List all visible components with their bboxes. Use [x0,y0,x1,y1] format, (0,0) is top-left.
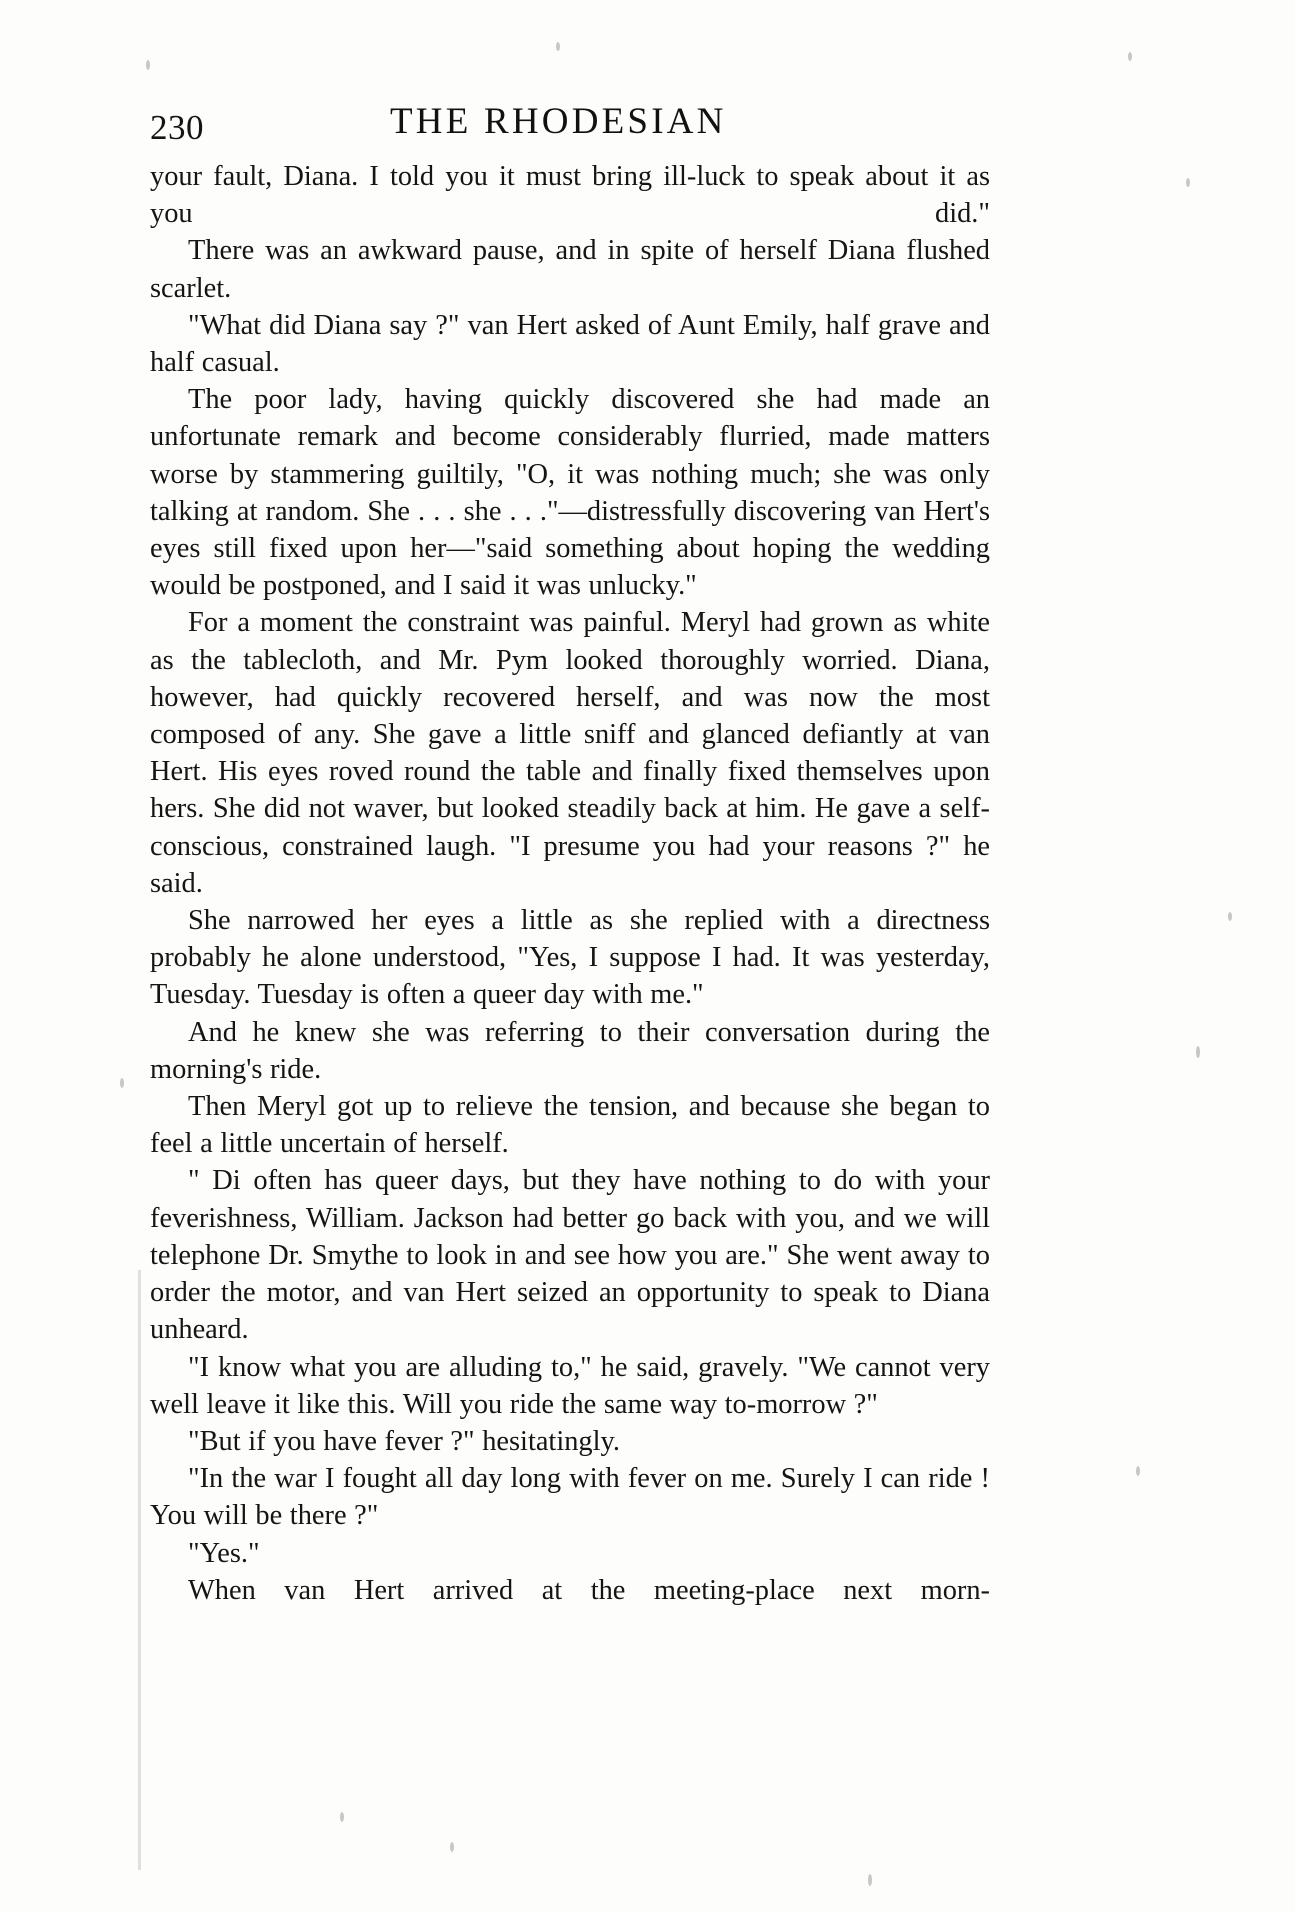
scan-speck [1186,178,1190,187]
paragraph: And he knew she was referring to their conversation during the morning's ride. [150,1016,990,1085]
paragraph: "Yes." [188,1537,260,1569]
paragraph: "I know what you are alluding to," he said, gravely. "We cannot very well leave it like this. Will you ride the same way to-morrow ?" [150,1351,990,1420]
scan-speck [1128,52,1132,61]
scan-speck [1196,1046,1200,1058]
paragraph: "In the war I fought all day long with fever on me. Surely I can ride ! You will be there ?" [150,1463,990,1532]
scan-edge-artifact [138,1270,141,1870]
paragraph: Then Meryl got up to relieve the tension, and because she began to feel a little uncertain of herself. [150,1091,990,1160]
paragraph: "But if you have fever ?" hesitatingly. [188,1425,620,1457]
paragraph: There was an awkward pause, and in spite of herself Diana flushed scarlet. [150,235,990,304]
paragraph: For a moment the constraint was painful. Meryl had grown as white as the tablecloth, and Mr. Pym looked thoroughly worried. Diana, however, had quickly recovered herself, and was now the most composed of any. She gave a little sniff and glanced defiantly at van Hert. His eyes roved round the table and finally fixed themselves upon hers. She did not waver, but looked steadily back at him. He gave a self-conscious, constrained laugh. "I presume you had your reasons ?" he said. [150,607,990,899]
scan-speck [868,1874,872,1886]
scan-speck [556,42,560,51]
scan-speck [1136,1466,1140,1476]
scan-speck [120,1078,124,1088]
paragraph: The poor lady, having quickly discovered she had made an unfortunate remark and become considerably flurried, made matters worse by stammering guiltily, "O, it was nothing much; she was only talking at random. She . . . she . . ."—distressfully discovering van Hert's eyes still fixed upon her—"said something about hoping the wedding would be postponed, and I said it was unlucky." [150,384,990,602]
paragraph: " Di often has queer days, but they have nothing to do with your feverishness, William. Jackson had better go back with you, and we will telephone Dr. Smythe to look in and see how you are." She went away to order the motor, and van Hert seized an opportunity to speak to Diana unheard. [150,1165,990,1346]
scan-speck [450,1842,454,1852]
scan-speck [1228,912,1232,921]
paragraph: She narrowed her eyes a little as she replied with a directness probably he alone understood, "Yes, I suppose I had. It was yesterday, Tuesday. Tuesday is often a queer day with me." [150,905,990,1011]
scan-speck [146,60,150,70]
running-title: THE RHODESIAN [390,101,727,142]
paragraph: When van Hert arrived at the meeting-place next morn- [188,1574,990,1606]
paragraph: "What did Diana say ?" van Hert asked of Aunt Emily, half grave and half casual. [150,309,990,379]
page-number: 230 [150,108,204,147]
scan-speck [340,1812,344,1822]
paragraph: your fault, Diana. I told you it must bring ill-luck to speak about it as you did." [150,161,990,230]
page-body [150,158,990,1609]
page-header [150,100,1150,152]
